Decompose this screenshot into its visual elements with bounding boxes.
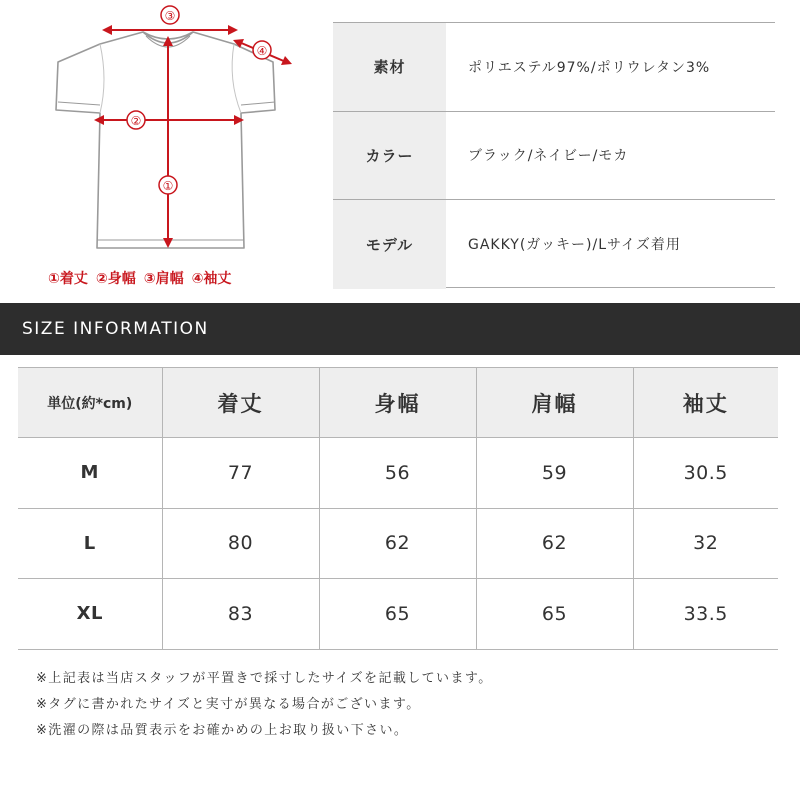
spec-row-material — [333, 23, 775, 112]
size-table — [18, 367, 778, 650]
table-cell: 80 — [162, 508, 319, 579]
size-label: L — [18, 508, 162, 579]
table-cell: 30.5 — [633, 438, 778, 509]
table-cell: 32 — [633, 508, 778, 579]
size-table-header — [18, 368, 778, 438]
marker-shoulder — [161, 6, 179, 24]
header-body-width: 身幅 — [319, 368, 476, 438]
spec-key: 素材 — [333, 23, 446, 111]
shirt-diagram — [0, 0, 330, 300]
tshirt-outline-icon — [0, 0, 330, 265]
legend-length: ①着丈 — [48, 271, 88, 287]
marker-label: ② — [130, 114, 142, 128]
marker-sleeve — [253, 41, 271, 59]
table-cell: 65 — [476, 579, 633, 650]
table-cell: 59 — [476, 438, 633, 509]
note-tag-size: ※タグに書かれたサイズと実寸が異なる場合がございます。 — [36, 697, 421, 712]
table-row — [18, 579, 778, 650]
spec-value: GAKKY(ガッキー)/Lサイズ着用 — [468, 237, 681, 254]
marker-length — [159, 176, 177, 194]
table-cell: 65 — [319, 579, 476, 650]
marker-label: ③ — [164, 9, 176, 23]
marker-label: ① — [162, 179, 174, 193]
table-cell: 56 — [319, 438, 476, 509]
legend-shoulder-width: ③肩幅 — [143, 271, 184, 287]
header-shoulder-width: 肩幅 — [476, 368, 633, 438]
marker-label: ④ — [256, 44, 268, 58]
table-row — [18, 508, 778, 579]
table-cell: 62 — [476, 508, 633, 579]
size-label: XL — [18, 579, 162, 650]
spec-row-model — [333, 200, 775, 289]
spec-key: モデル — [333, 200, 446, 289]
header-sleeve-length: 袖丈 — [633, 368, 778, 438]
size-information-banner — [0, 303, 800, 355]
banner-title: SIZE INFORMATION — [22, 319, 209, 339]
spec-row-color — [333, 112, 775, 201]
spec-key: カラー — [333, 112, 446, 200]
spec-value: ブラック/ネイビー/モカ — [468, 148, 629, 165]
table-cell: 62 — [319, 508, 476, 579]
note-measurement: ※上記表は当店スタッフが平置きで採寸したサイズを記載しています。 — [36, 671, 493, 686]
shoulder-width-arrow — [102, 25, 238, 35]
header-unit: 単位(約*cm) — [18, 368, 162, 438]
size-label: M — [18, 438, 162, 509]
table-cell: 83 — [162, 579, 319, 650]
measurement-legend — [48, 268, 318, 288]
table-cell: 77 — [162, 438, 319, 509]
notes — [36, 666, 493, 744]
note-washing: ※洗濯の際は品質表示をお確かめの上お取り扱い下さい。 — [36, 723, 409, 738]
spec-value: ポリエステル97%/ポリウレタン3% — [468, 59, 711, 76]
table-row — [18, 438, 778, 509]
legend-sleeve-length: ④袖丈 — [191, 271, 232, 287]
marker-body-width — [127, 111, 145, 129]
table-cell: 33.5 — [633, 579, 778, 650]
header-length: 着丈 — [162, 368, 319, 438]
legend-body-width: ②身幅 — [95, 271, 136, 287]
spec-table — [333, 22, 775, 288]
